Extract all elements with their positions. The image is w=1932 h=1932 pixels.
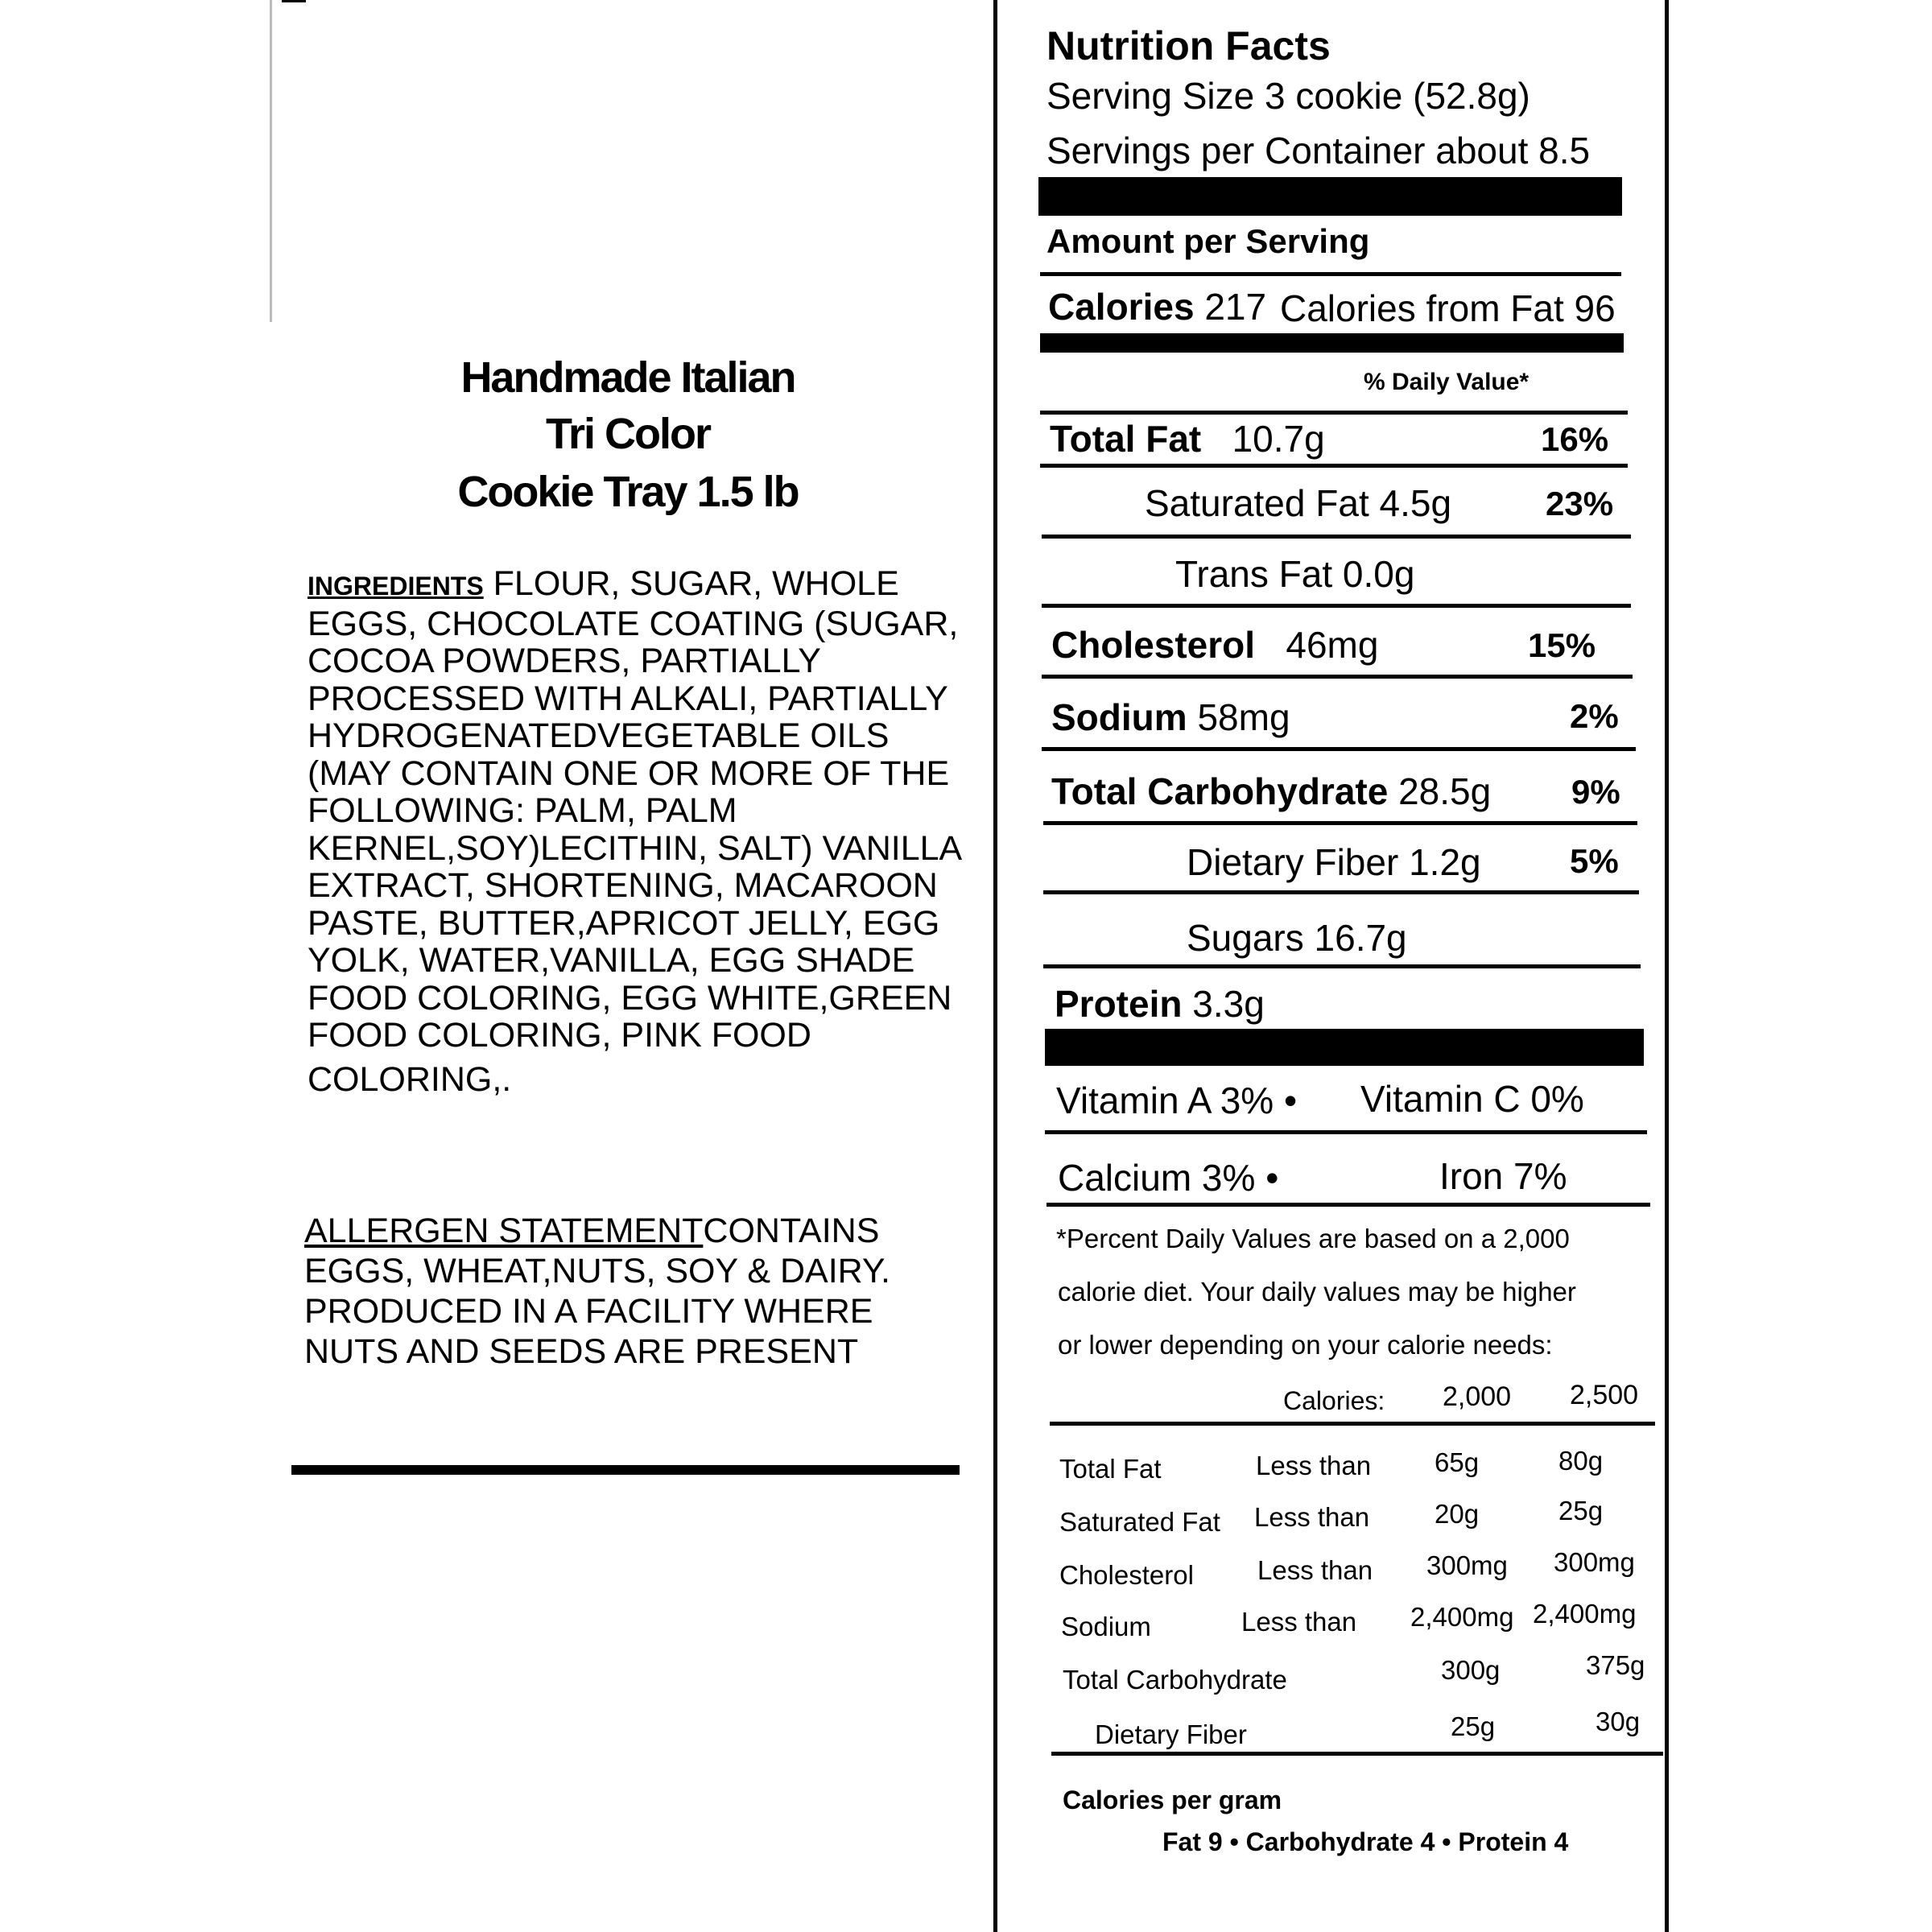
ref-header-col1: 2,000 <box>1443 1381 1512 1412</box>
cholesterol-row: Cholesterol 46mg <box>1051 624 1379 666</box>
rule <box>1043 964 1641 968</box>
rule <box>1042 747 1636 751</box>
ref-row-v2: 375g <box>1586 1650 1645 1680</box>
footnote-line: *Percent Daily Values are based on a 2,000 <box>1056 1224 1570 1253</box>
allergen-block <box>304 1211 890 1372</box>
vitamin-a: Vitamin A 3% • <box>1056 1080 1298 1121</box>
ref-row-v1: 300mg <box>1426 1550 1508 1580</box>
ref-row-v1: 25g <box>1451 1711 1496 1741</box>
ingredients-line: INGREDIENTS FLOUR, SUGAR, WHOLE <box>308 564 899 603</box>
rule <box>1042 604 1631 608</box>
rule <box>1043 890 1639 894</box>
ingredients-line: PASTE, BUTTER,APRICOT JELLY, EGG <box>308 903 940 943</box>
rule <box>1042 535 1631 539</box>
ingredients-line: YOLK, WATER,VANILLA, EGG SHADE <box>308 941 915 980</box>
ref-row-v1: 20g <box>1435 1499 1480 1529</box>
sugars-row: Sugars 16.7g <box>1187 917 1407 959</box>
ingredients-line: FOLLOWING: PALM, PALM <box>308 791 737 830</box>
dietary-fiber-dv: 5% <box>1570 842 1619 880</box>
saturated-fat-dv: 23% <box>1546 485 1614 522</box>
thick-bar-top <box>1038 177 1622 216</box>
calories-per-gram-values: Fat 9 • Carbohydrate 4 • Protein 4 <box>1162 1827 1569 1856</box>
ref-row: Cholesterol <box>1059 1560 1194 1590</box>
cholesterol-dv: 15% <box>1528 626 1596 664</box>
ingredients-line: HYDROGENATEDVEGETABLE OILS <box>308 716 890 755</box>
total-carbohydrate-row: Total Carbohydrate 28.5g <box>1051 770 1492 812</box>
top-left-tick <box>282 0 306 2</box>
ingredients-line: FOOD COLORING, PINK FOOD <box>308 1016 811 1055</box>
ref-header-col2: 2,500 <box>1570 1380 1639 1410</box>
ref-row-v1: 2,400mg <box>1410 1602 1514 1632</box>
product-title-line3: Cookie Tray 1.5 lb <box>457 468 799 516</box>
rule <box>1040 272 1621 276</box>
calories-label: Calories <box>1048 286 1195 328</box>
thick-bar-protein <box>1045 1029 1644 1066</box>
protein-row: Protein 3.3g <box>1055 983 1265 1025</box>
rule <box>1040 464 1628 468</box>
footnote-line: calorie diet. Your daily values may be higher <box>1058 1277 1576 1307</box>
ingredients-block <box>308 565 1000 1098</box>
sodium-row: Sodium 58mg <box>1051 696 1290 738</box>
ref-row-qual: Less than <box>1256 1451 1372 1480</box>
ref-row-v2: 25g <box>1558 1496 1604 1525</box>
rule <box>1043 821 1637 825</box>
saturated-fat-row: Saturated Fat 4.5g <box>1145 482 1452 524</box>
total-fat-dv: 16% <box>1541 420 1609 458</box>
dietary-fiber-row: Dietary Fiber 1.2g <box>1187 841 1481 883</box>
servings-per-container: Servings per Container about 8.5 <box>1046 130 1591 171</box>
ref-row: Sodium <box>1061 1612 1151 1641</box>
ref-row-qual: Less than <box>1257 1555 1373 1585</box>
allergen-line: NUTS AND SEEDS ARE PRESENT <box>304 1332 859 1371</box>
vitamin-c: Vitamin C 0% <box>1360 1078 1584 1120</box>
ingredients-line: FOOD COLORING, EGG WHITE,GREEN <box>308 978 952 1018</box>
footnote-line: or lower depending on your calorie needs: <box>1058 1330 1553 1360</box>
ingredients-line: KERNEL,SOY)LECITHIN, SALT) VANILLA <box>308 828 963 868</box>
total-fat-row: Total Fat 10.7g <box>1050 418 1325 460</box>
rule <box>1042 675 1633 679</box>
left-bottom-rule <box>291 1465 960 1475</box>
allergen-line: PRODUCED IN A FACILITY WHERE <box>304 1292 873 1331</box>
calories-value: 217 <box>1204 286 1267 328</box>
iron: Iron 7% <box>1439 1155 1567 1197</box>
calcium: Calcium 3% • <box>1058 1157 1279 1199</box>
allergen-line: ALLERGEN STATEMENTCONTAINS <box>304 1212 880 1250</box>
ingredients-line: PROCESSED WITH ALKALI, PARTIALLY <box>308 679 948 718</box>
rule <box>1050 1422 1655 1426</box>
ref-row: Dietary Fiber <box>1095 1719 1247 1749</box>
product-title-line2: Tri Color <box>545 410 710 458</box>
rule <box>1040 411 1628 415</box>
ref-row: Saturated Fat <box>1059 1507 1220 1537</box>
serving-size: Serving Size 3 cookie (52.8g) <box>1046 75 1530 117</box>
ref-row-v2: 30g <box>1596 1707 1641 1736</box>
allergen-line: EGGS, WHEAT,NUTS, SOY & DAIRY. <box>304 1252 890 1290</box>
ingredients-line: COLORING,. <box>308 1059 512 1099</box>
amount-per-serving: Amount per Serving <box>1046 222 1370 260</box>
ref-row-v2: 300mg <box>1554 1547 1635 1577</box>
rule <box>1046 1203 1650 1207</box>
product-title-line1: Handmade Italian <box>460 353 795 402</box>
right-edge-line <box>1665 0 1669 1932</box>
ingredients-line: EGGS, CHOCOLATE COATING (SUGAR, <box>308 604 959 643</box>
ref-row-qual: Less than <box>1254 1502 1370 1532</box>
trans-fat-row: Trans Fat 0.0g <box>1175 553 1415 595</box>
ref-row: Total Fat <box>1059 1454 1162 1484</box>
nutrition-title: Nutrition Facts <box>1046 23 1331 68</box>
allergen-label: ALLERGEN STATEMENT <box>304 1212 704 1250</box>
total-carbohydrate-dv: 9% <box>1571 773 1620 811</box>
sodium-dv: 2% <box>1570 697 1619 735</box>
ingredients-line: COCOA POWDERS, PARTIALLY <box>308 642 821 680</box>
ingredients-line: (MAY CONTAIN ONE OR MORE OF THE <box>308 753 950 793</box>
left-edge-line <box>270 0 272 322</box>
ref-row-qual: Less than <box>1241 1607 1357 1637</box>
ref-row-v2: 2,400mg <box>1533 1599 1637 1629</box>
calories-row <box>1048 285 1266 328</box>
daily-value-header: % Daily Value* <box>1364 369 1530 395</box>
ingredients-line: EXTRACT, SHORTENING, MACAROON <box>308 866 938 905</box>
medium-bar <box>1040 333 1624 353</box>
calories-from-fat: Calories from Fat 96 <box>1280 287 1616 329</box>
rule <box>1051 1752 1663 1756</box>
ref-row-v2: 80g <box>1558 1446 1604 1476</box>
ingredients-label: INGREDIENTS <box>308 572 484 601</box>
ref-header-label: Calories: <box>1283 1386 1385 1415</box>
ref-row: Total Carbohydrate <box>1063 1665 1287 1695</box>
ref-row-v1: 65g <box>1435 1447 1480 1477</box>
rule <box>1045 1130 1647 1134</box>
calories-per-gram-label: Calories per gram <box>1063 1785 1282 1814</box>
ref-row-v1: 300g <box>1441 1655 1501 1685</box>
